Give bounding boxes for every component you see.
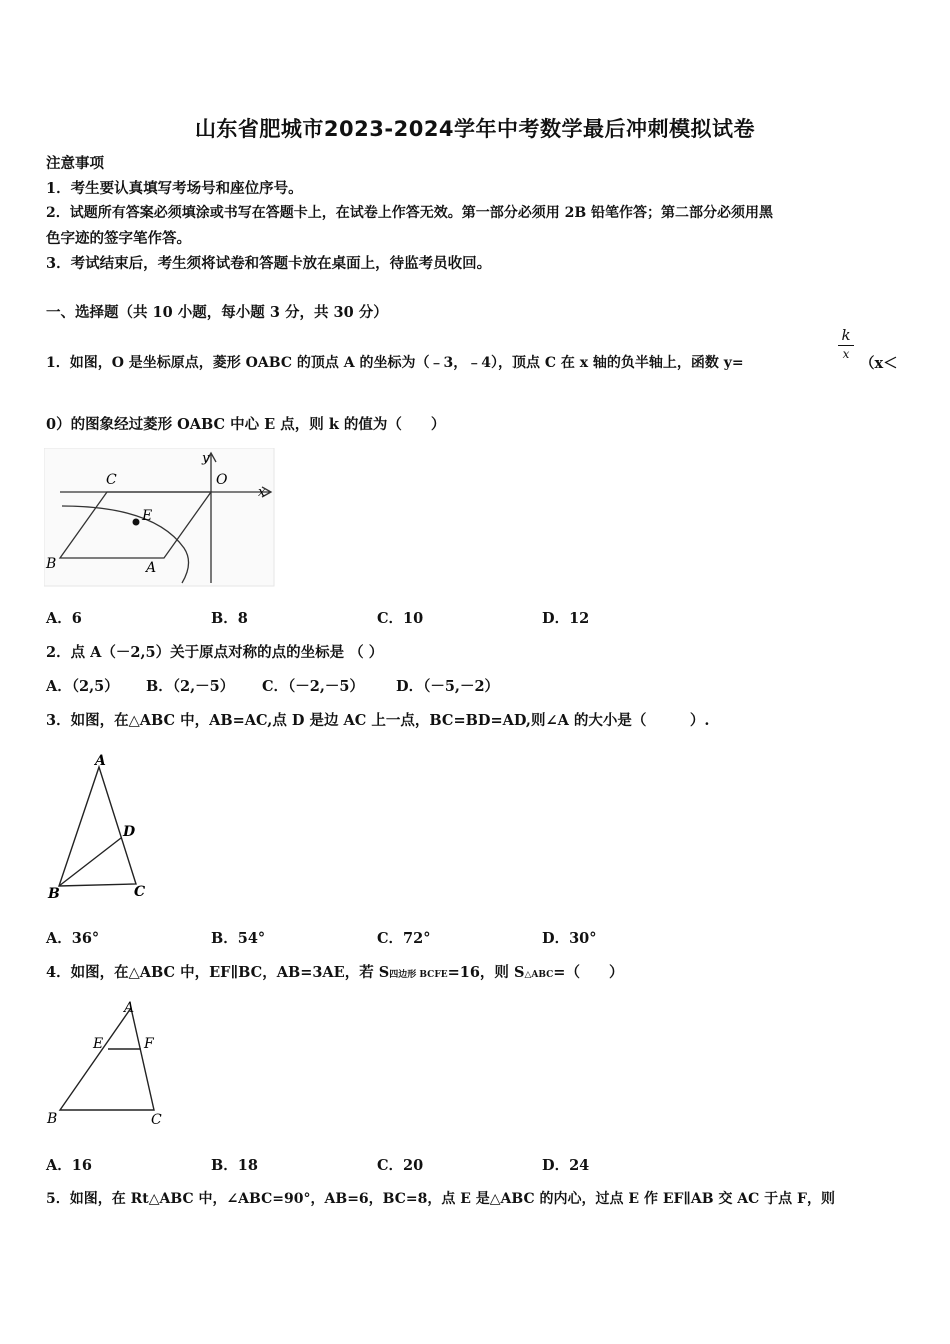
q4-option-a: A．16: [46, 1157, 92, 1174]
q1-stem-line2: 0）的图象经过菱形 OABC 中心 E 点，则 k 的值为（ ）: [46, 416, 446, 433]
label-b: B: [46, 556, 57, 572]
notice-item-2: 2．试题所有答案必须填涂或书写在答题卡上，在试卷上作答无效。第一部分必须用 2B 铅笔作答；第二部分必须用黑: [46, 205, 774, 221]
label-c: C: [151, 1112, 162, 1128]
q1-option-a: A．6: [46, 610, 82, 627]
label-b: B: [48, 886, 60, 902]
q4-stem: [46, 961, 623, 982]
label-y: y: [202, 451, 210, 466]
q5-stem: 5．如图，在 Rt△ABC 中，∠ABC=90°，AB=6，BC=8，点 E 是△ABC 的内心，过点 E 作 EF∥AB 交 AC 于点 F，则: [46, 1191, 835, 1207]
q4-sub-quad: 四边形 BCFE: [389, 970, 448, 980]
q3-option-d: D．30°: [542, 930, 597, 947]
q4-stem-part2: =16，则 S: [447, 964, 525, 981]
q4-option-b: B．18: [211, 1157, 258, 1174]
q1-fraction: [838, 326, 854, 362]
label-o: O: [216, 472, 228, 488]
q2-stem: 2．点 A（－2,5）关于原点对称的点的坐标是 （ ）: [46, 644, 384, 661]
label-e: E: [142, 508, 153, 524]
label-f: F: [144, 1036, 154, 1052]
point-e: [133, 519, 140, 526]
q1-frac-denominator: x: [838, 345, 854, 362]
notice-item-3: 3．考试结束后，考生须将试卷和答题卡放在桌面上，待监考员收回。: [46, 255, 492, 272]
q1-figure: [44, 448, 276, 588]
q4-option-d: D．24: [542, 1157, 590, 1174]
label-c: C: [106, 472, 117, 488]
q4-stem-part1: 4．如图，在△ABC 中，EF∥BC，AB=3AE，若 S: [46, 964, 390, 981]
segment-bd: [59, 838, 121, 886]
section-heading: 一、选择题（共 10 小题，每小题 3 分，共 30 分）: [46, 304, 388, 321]
q2-option-a: A．（2,5）: [46, 678, 119, 695]
q1-figure-bg: [44, 448, 274, 586]
label-b: B: [47, 1111, 58, 1127]
q1-option-b: B．8: [211, 610, 248, 627]
q1-option-d: D．12: [542, 610, 590, 627]
label-a: A: [124, 1000, 135, 1016]
notice-item-2-cont: 色字迹的签字笔作答。: [46, 230, 191, 247]
q4-option-c: C．20: [377, 1157, 424, 1174]
label-d: D: [123, 824, 136, 840]
q4-figure: [44, 998, 174, 1133]
page-title: 山东省肥城市2023-2024学年中考数学最后冲刺模拟试卷: [194, 117, 756, 141]
q1-stem-line1: 1．如图，O 是坐标原点，菱形 OABC 的顶点 A 的坐标为（﹣3，﹣4），顶点 C 在 x 轴的负半轴上，函数 y=: [46, 355, 744, 371]
q3-stem: 3．如图，在△ABC 中，AB=AC,点 D 是边 AC 上一点，BC=BD=AD,则∠A 的大小是（ ）.: [46, 712, 710, 729]
q1-stem-tail: （x＜: [860, 355, 898, 372]
q1-frac-numerator: k: [841, 326, 851, 344]
label-e: E: [93, 1036, 104, 1052]
label-a: A: [146, 560, 157, 576]
triangle-abc: [60, 1008, 154, 1110]
q3-option-a: A．36°: [46, 930, 100, 947]
q3-figure: [44, 750, 164, 905]
label-a: A: [95, 753, 106, 769]
q2-option-b: B．（2,－5）: [146, 678, 235, 695]
q2-option-c: C．（－2,－5）: [262, 678, 365, 695]
label-x: x: [258, 485, 266, 500]
label-c: C: [134, 884, 146, 900]
q4-sub-abc: △ABC: [524, 970, 554, 980]
notice-item-1: 1．考生要认真填写考场号和座位序号。: [46, 180, 303, 197]
q4-stem-part3: =（ ）: [553, 964, 624, 981]
q1-option-c: C．10: [377, 610, 424, 627]
q2-option-d: D．（－5,－2）: [396, 678, 500, 695]
q3-option-b: B．54°: [211, 930, 266, 947]
notice-heading: 注意事项: [46, 155, 104, 172]
q3-option-c: C．72°: [377, 930, 431, 947]
